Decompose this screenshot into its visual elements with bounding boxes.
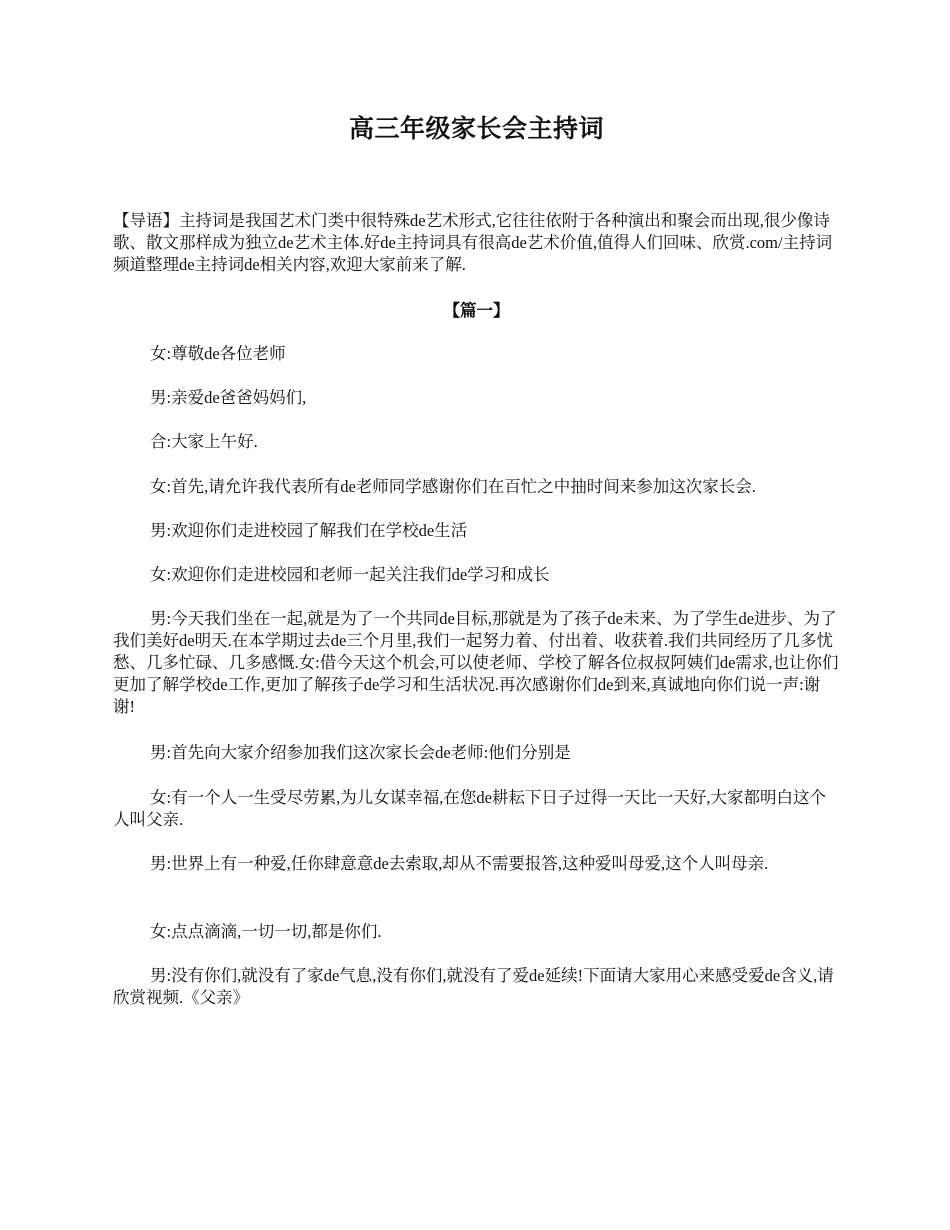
paragraph-1: 女:尊敬de各位老师 bbox=[150, 344, 286, 363]
section-heading: 【篇一】 bbox=[443, 301, 510, 320]
paragraph-3: 合:大家上午好. bbox=[150, 432, 258, 451]
document-title: 高三年级家长会主持词 bbox=[348, 116, 604, 143]
paragraph-6: 女:欢迎你们走进校园和老师一起关注我们de学习和成长 bbox=[150, 565, 550, 584]
paragraph-2: 男:亲爱de爸爸妈妈们, bbox=[150, 388, 307, 407]
paragraph-5: 男:欢迎你们走进校园了解我们在学校de生活 bbox=[150, 521, 468, 540]
paragraph-4: 女:首先,请允许我代表所有de老师同学感谢你们在百忙之中抽时间来参加这次家长会. bbox=[150, 477, 756, 496]
paragraph-9: 女:有一个人一生受尽劳累,为儿女谋幸福,在您de耕耘下日子过得一天比一天好,大家都明白这个人叫父亲. bbox=[113, 788, 827, 829]
intro-paragraph: 【导语】主持词是我国艺术门类中很特殊de艺术形式,它往往依附于各种演出和聚会而出现,很少像诗歌、散文那样成为独立de艺术主体.好de主持词具有很高de艺术价值,值得人们回味、欣赏.com/主持词频道整理de主持词de相关内容,欢迎大家前来了解. bbox=[113, 211, 833, 274]
paragraph-10: 男:世界上有一种爱,任你肆意意de去索取,却从不需要报答,这种爱叫母爱,这个人叫母亲. bbox=[150, 854, 769, 873]
paragraph-12: 男:没有你们,就没有了家de气息,没有你们,就没有了爱de延续!下面请大家用心来感受爱de含义,请欣赏视频.《父亲》 bbox=[113, 966, 834, 1007]
paragraph-8: 男:首先向大家介绍参加我们这次家长会de老师:他们分别是 bbox=[150, 743, 571, 762]
paragraph-7: 男:今天我们坐在一起,就是为了一个共同de目标,那就是为了孩子de未来、为了学生de进步、为了我们美好de明天.在本学期过去de三个月里,我们一起努力着、付出着、收获着.我们共同经历了几多忧愁、几多忙碌、几多感慨.女:借今天这个机会,可以使老师、学校了解各位叔叔阿姨们de需求,也让你们更加了解学校de工作,更加了解孩子de学习和生活状况.再次感谢你们de到来,真诚地向你们说一声:谢谢! bbox=[113, 609, 839, 716]
paragraph-11: 女:点点滴滴,一切一切,都是你们. bbox=[150, 922, 382, 941]
